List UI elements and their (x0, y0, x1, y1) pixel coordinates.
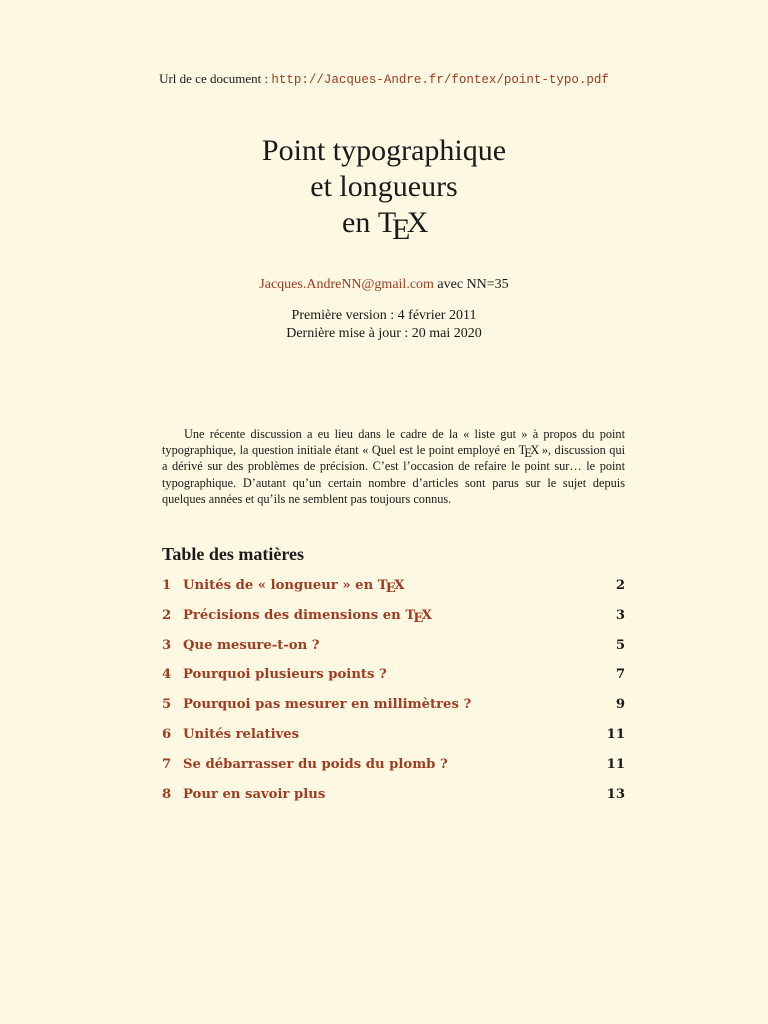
author-suffix: avec NN=35 (437, 277, 509, 292)
tex-logo: TEX (377, 578, 404, 596)
title-line-3-prefix: en (342, 206, 371, 239)
document-title (0, 133, 768, 246)
tex-logo: TEX (377, 206, 426, 246)
toc-entry[interactable] (162, 638, 625, 668)
toc-entry-number: 6 (162, 726, 172, 742)
toc-entry[interactable] (162, 608, 625, 638)
toc-entry-label: Précisions des dimensions en TEX (183, 607, 431, 626)
toc-entry-page: 7 (615, 667, 625, 683)
toc-entry-number: 4 (162, 667, 172, 683)
toc-entry[interactable] (162, 787, 625, 817)
title-line-3 (0, 205, 768, 246)
toc-entry-label: Pourquoi plusieurs points ? (183, 667, 387, 683)
version-dates (0, 307, 768, 343)
toc-entry[interactable] (162, 727, 625, 757)
toc-entry-label: Pourquoi pas mesurer en millimètres ? (183, 697, 472, 713)
toc-entry[interactable] (162, 667, 625, 697)
toc-entry[interactable] (162, 757, 625, 787)
table-of-contents (162, 578, 625, 816)
toc-entry[interactable] (162, 578, 625, 608)
toc-entry-label: Se débarrasser du poids du plomb ? (183, 756, 448, 772)
toc-entry-number: 2 (162, 607, 172, 623)
tex-logo: TEX (405, 607, 431, 626)
toc-heading: Table des matières (162, 544, 304, 564)
abstract-part-2: », discussion qui a dérivé sur des problèmes de précision. C’est l’occasion de refaire le point sur… le point typographique. D’autant qu’un certain nombre d’articles sont parus sur le sujet depuis quelques années et qu’ils ne semblent pas toujours connus. (162, 443, 626, 506)
author-line (0, 277, 768, 293)
toc-entry-page: 13 (606, 786, 625, 802)
title-line-1: Point typographique (261, 134, 507, 167)
title-line-2: et longueurs (310, 170, 458, 203)
first-version-date: Première version : 4 février 2011 (291, 308, 477, 323)
last-update-date: Dernière mise à jour : 20 mai 2020 (286, 326, 482, 341)
toc-entry-label: Pour en savoir plus (183, 786, 326, 802)
document-url-line (0, 71, 768, 87)
abstract-tex-logo: TEX (518, 443, 539, 460)
abstract-part-1: Une récente discussion a eu lieu dans le cadre de la « liste gut » à propos du point typographique, la question initiale étant « Quel est le point employé en (162, 427, 625, 458)
toc-entry-number: 8 (162, 786, 172, 802)
toc-entry-page: 3 (615, 607, 625, 623)
toc-entry-page: 9 (615, 697, 625, 713)
toc-entry-label: Unités relatives (183, 726, 300, 742)
toc-entry[interactable] (162, 697, 625, 727)
author-email-link[interactable]: Jacques.AndreNN@gmail.com (259, 277, 434, 292)
toc-entry-number: 7 (162, 756, 172, 772)
toc-entry-page: 11 (606, 726, 625, 742)
toc-entry-page: 11 (606, 756, 625, 772)
url-prefix: Url de ce document : (159, 71, 269, 86)
toc-entry-page: 2 (615, 578, 625, 593)
abstract-paragraph (162, 426, 625, 507)
toc-entry-number: 3 (162, 637, 172, 653)
document-url-link[interactable]: http://Jacques-Andre.fr/fontex/point-typo.pdf (271, 73, 609, 87)
toc-entry-number: 5 (162, 697, 172, 713)
toc-entry-label: Unités de « longueur » en TEX (183, 578, 404, 596)
toc-entry-number: 1 (162, 578, 172, 593)
toc-entry-label: Que mesure-t-on ? (183, 637, 320, 653)
toc-entry-page: 5 (615, 637, 625, 653)
